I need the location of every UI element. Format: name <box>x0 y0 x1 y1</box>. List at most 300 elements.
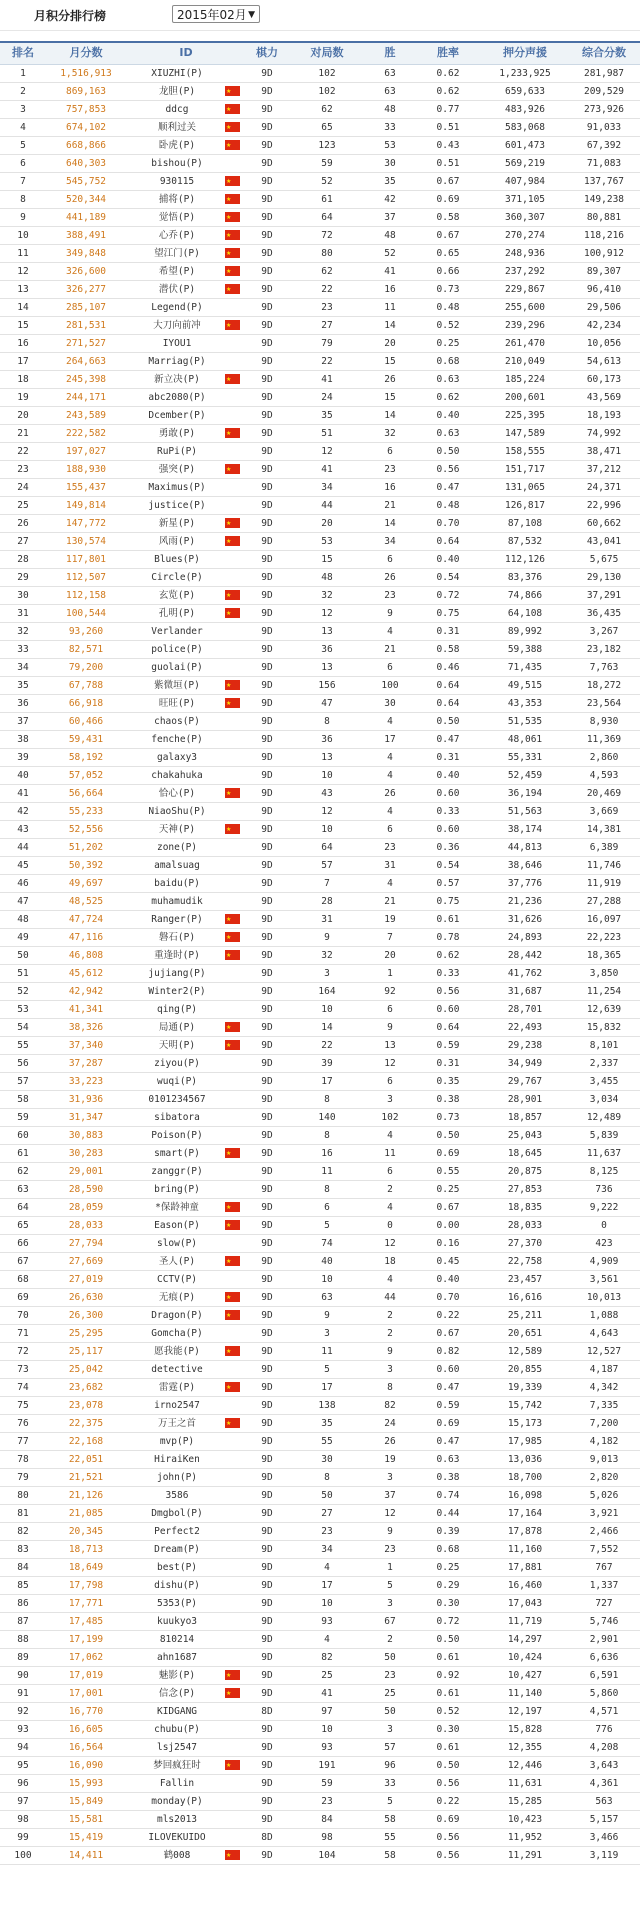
wins-cell <box>366 785 414 802</box>
level-cell <box>246 839 288 856</box>
games-cell-text: 65 <box>321 122 333 133</box>
level-cell <box>246 353 288 370</box>
player-id-cell[interactable] <box>126 173 246 190</box>
support-cell-text: 25,043 <box>507 1130 543 1141</box>
win-rate-cell <box>414 371 482 388</box>
level-cell <box>246 1325 288 1342</box>
player-id-cell[interactable] <box>126 155 246 172</box>
support-cell-text: 43,353 <box>507 698 543 709</box>
player-id-cell[interactable] <box>126 1505 246 1522</box>
rank-cell <box>0 1523 46 1540</box>
player-id-cell[interactable] <box>126 1829 246 1846</box>
rank-cell-text: 49 <box>17 932 29 943</box>
rank-cell <box>0 893 46 910</box>
player-id-cell[interactable] <box>126 587 246 604</box>
col-rank[interactable]: 排名 <box>12 46 34 59</box>
wins-cell <box>366 1469 414 1486</box>
win-rate-cell <box>414 1307 482 1324</box>
china-flag-icon <box>225 266 240 276</box>
level-cell-text: 9D <box>261 1058 273 1069</box>
wins-cell <box>366 1307 414 1324</box>
player-id-cell[interactable] <box>126 1379 246 1396</box>
col-level[interactable]: 棋力 <box>256 46 278 59</box>
support-cell-text: 248,936 <box>504 248 546 259</box>
col-games[interactable]: 对局数 <box>310 46 344 59</box>
player-id-cell[interactable] <box>126 227 246 244</box>
level-cell-text: 9D <box>261 644 273 655</box>
table-row <box>0 1019 640 1037</box>
player-id-cell[interactable] <box>126 641 246 658</box>
points-cell <box>46 947 126 964</box>
player-id-cell[interactable] <box>126 1307 246 1324</box>
total-cell-text: 24,371 <box>586 482 622 493</box>
rank-cell-text: 42 <box>17 806 29 817</box>
china-flag-icon <box>225 374 240 384</box>
player-id-cell[interactable] <box>126 767 246 784</box>
points-cell-text: 100,544 <box>65 608 107 619</box>
win-rate-cell <box>414 965 482 982</box>
total-cell-text: 281,987 <box>583 68 625 79</box>
player-id-cell[interactable] <box>126 983 246 1000</box>
player-id-cell[interactable] <box>126 1109 246 1126</box>
player-id-cell[interactable] <box>126 137 246 154</box>
player-id-cell-text: 圣人(P) <box>158 1256 196 1267</box>
player-id-cell[interactable] <box>126 1415 246 1432</box>
points-cell <box>46 1217 126 1234</box>
player-id-cell[interactable] <box>126 533 246 550</box>
points-cell <box>46 803 126 820</box>
player-id-cell[interactable] <box>126 1001 246 1018</box>
games-cell-text: 8 <box>324 1472 330 1483</box>
total-cell <box>568 731 640 748</box>
player-id-cell-text: chaos(P) <box>154 716 200 727</box>
rank-cell-text: 36 <box>17 698 29 709</box>
player-id-cell[interactable] <box>126 1217 246 1234</box>
wins-cell-text: 23 <box>384 590 396 601</box>
player-id-cell[interactable] <box>126 1487 246 1504</box>
support-cell-text: 112,126 <box>504 554 546 565</box>
level-cell-text: 9D <box>261 86 273 97</box>
player-id-cell[interactable] <box>126 1343 246 1360</box>
games-cell <box>288 371 366 388</box>
player-id-cell-text: Verlander <box>151 626 203 637</box>
player-id-cell[interactable] <box>126 731 246 748</box>
player-id-cell[interactable] <box>126 929 246 946</box>
support-cell <box>482 533 568 550</box>
points-cell-text: 29,001 <box>68 1166 104 1177</box>
player-id-cell[interactable] <box>126 119 246 136</box>
player-id-cell[interactable] <box>126 623 246 640</box>
games-cell <box>288 425 366 442</box>
points-cell-text: 326,277 <box>65 284 107 295</box>
total-cell <box>568 641 640 658</box>
rank-cell-text: 84 <box>17 1562 29 1573</box>
points-cell <box>46 83 126 100</box>
table-row <box>0 533 640 551</box>
support-cell <box>482 299 568 316</box>
wins-cell <box>366 1685 414 1702</box>
player-id-cell[interactable] <box>126 1145 246 1162</box>
col-total[interactable]: 综合分数 <box>582 46 626 59</box>
player-id-cell-text: police(P) <box>151 644 203 655</box>
player-id-cell[interactable] <box>126 893 246 910</box>
player-id-cell[interactable] <box>126 875 246 892</box>
total-cell-text: 16,097 <box>586 914 622 925</box>
level-cell-text: 9D <box>261 1814 273 1825</box>
col-monthly-points[interactable]: 月分数 <box>69 46 103 59</box>
player-id-cell[interactable] <box>126 1721 246 1738</box>
player-id-cell[interactable] <box>126 569 246 586</box>
rank-cell <box>0 1217 46 1234</box>
points-cell <box>46 1595 126 1612</box>
total-cell-text: 22,223 <box>586 932 622 943</box>
player-id-cell[interactable] <box>126 1055 246 1072</box>
player-id-cell[interactable] <box>126 1469 246 1486</box>
support-cell <box>482 551 568 568</box>
player-id-cell[interactable] <box>126 101 246 118</box>
wins-cell <box>366 1775 414 1792</box>
level-cell <box>246 245 288 262</box>
player-id-cell[interactable] <box>126 911 246 928</box>
points-cell <box>46 263 126 280</box>
total-cell <box>568 605 640 622</box>
win-rate-cell <box>414 749 482 766</box>
total-cell <box>568 875 640 892</box>
total-cell <box>568 659 640 676</box>
points-cell-text: 25,295 <box>68 1328 104 1339</box>
player-id-cell[interactable] <box>126 335 246 352</box>
player-id-cell[interactable] <box>126 695 246 712</box>
support-cell-text: 147,589 <box>504 428 546 439</box>
player-id-cell[interactable] <box>126 1667 246 1684</box>
player-id-cell[interactable] <box>126 1127 246 1144</box>
points-cell-text: 51,202 <box>68 842 104 853</box>
player-id-cell[interactable] <box>126 1271 246 1288</box>
rank-cell-text: 10 <box>17 230 29 241</box>
games-cell-text: 10 <box>321 1004 333 1015</box>
player-id-cell[interactable] <box>126 245 246 262</box>
level-cell-text: 9D <box>261 968 273 979</box>
points-cell <box>46 227 126 244</box>
rank-cell-text: 72 <box>17 1346 29 1357</box>
player-id-cell-text: 孔明(P) <box>158 608 196 619</box>
points-cell <box>46 1649 126 1666</box>
rank-cell-text: 43 <box>17 824 29 835</box>
player-id-cell[interactable] <box>126 1685 246 1702</box>
player-id-cell[interactable] <box>126 749 246 766</box>
level-cell <box>246 641 288 658</box>
rank-cell-text: 76 <box>17 1418 29 1429</box>
player-id-cell[interactable] <box>126 1253 246 1270</box>
level-cell-text: 9D <box>261 1022 273 1033</box>
win-rate-cell-text: 0.61 <box>436 914 460 925</box>
support-cell-text: 239,296 <box>504 320 546 331</box>
player-id-cell[interactable] <box>126 821 246 838</box>
player-id-cell[interactable] <box>126 1091 246 1108</box>
player-id-cell[interactable] <box>126 1613 246 1630</box>
player-id-cell[interactable] <box>126 497 246 514</box>
wins-cell <box>366 1397 414 1414</box>
table-row <box>0 317 640 335</box>
games-cell-text: 8 <box>324 1094 330 1105</box>
points-cell-text: 93,260 <box>68 626 104 637</box>
win-rate-cell <box>414 1145 482 1162</box>
level-cell-text: 9D <box>261 1076 273 1087</box>
level-cell-text: 9D <box>261 896 273 907</box>
player-id-cell[interactable] <box>126 263 246 280</box>
games-cell <box>288 353 366 370</box>
player-id-cell[interactable] <box>126 515 246 532</box>
points-cell-text: 50,392 <box>68 860 104 871</box>
col-win-rate[interactable]: 胜率 <box>437 46 459 59</box>
wins-cell-text: 25 <box>384 1688 396 1699</box>
col-id[interactable]: ID <box>179 46 193 59</box>
level-cell <box>246 1811 288 1828</box>
total-cell-text: 273,926 <box>583 104 625 115</box>
table-row <box>0 155 640 173</box>
win-rate-cell <box>414 389 482 406</box>
games-cell <box>288 1379 366 1396</box>
wins-cell <box>366 695 414 712</box>
support-cell-text: 17,881 <box>507 1562 543 1573</box>
player-id-cell[interactable] <box>126 1181 246 1198</box>
player-id-cell[interactable] <box>126 1289 246 1306</box>
win-rate-cell <box>414 1523 482 1540</box>
win-rate-cell-text: 0.62 <box>436 68 460 79</box>
games-cell-text: 84 <box>321 1814 333 1825</box>
rank-cell-text: 17 <box>17 356 29 367</box>
games-cell <box>288 569 366 586</box>
support-cell <box>482 119 568 136</box>
player-id-cell[interactable] <box>126 461 246 478</box>
player-id-cell[interactable] <box>126 1325 246 1342</box>
total-cell <box>568 245 640 262</box>
player-id-cell[interactable] <box>126 1757 246 1774</box>
points-cell <box>46 695 126 712</box>
player-id-cell[interactable] <box>126 407 246 424</box>
games-cell-text: 55 <box>321 1436 333 1447</box>
wins-cell-text: 92 <box>384 986 396 997</box>
level-cell-text: 9D <box>261 1742 273 1753</box>
player-id-cell[interactable] <box>126 1577 246 1594</box>
player-id-cell[interactable] <box>126 443 246 460</box>
player-id-cell[interactable] <box>126 1235 246 1252</box>
player-id-cell[interactable] <box>126 209 246 226</box>
player-id-cell[interactable] <box>126 1559 246 1576</box>
player-id-cell[interactable] <box>126 713 246 730</box>
player-id-cell[interactable] <box>126 1649 246 1666</box>
player-id-cell[interactable] <box>126 1361 246 1378</box>
wins-cell <box>366 1037 414 1054</box>
total-cell-text: 18,193 <box>586 410 622 421</box>
player-id-cell[interactable] <box>126 1631 246 1648</box>
win-rate-cell-text: 0.56 <box>436 1832 460 1843</box>
win-rate-cell-text: 0.31 <box>436 626 460 637</box>
player-id-cell[interactable] <box>126 191 246 208</box>
player-id-cell[interactable] <box>126 1163 246 1180</box>
col-wins[interactable]: 胜 <box>384 46 396 59</box>
win-rate-cell <box>414 1577 482 1594</box>
player-id-cell[interactable] <box>126 1451 246 1468</box>
player-id-cell[interactable] <box>126 1775 246 1792</box>
points-cell-text: 243,589 <box>65 410 107 421</box>
total-cell <box>568 857 640 874</box>
player-id-cell[interactable] <box>126 857 246 874</box>
player-id-cell[interactable] <box>126 65 246 82</box>
china-flag-icon <box>225 1688 240 1698</box>
games-cell-text: 64 <box>321 842 333 853</box>
games-cell <box>288 1559 366 1576</box>
level-cell <box>246 1775 288 1792</box>
player-id-cell[interactable] <box>126 1847 246 1864</box>
wins-cell <box>366 1343 414 1360</box>
rank-cell <box>0 1703 46 1720</box>
rank-cell <box>0 1469 46 1486</box>
support-cell-text: 11,291 <box>507 1850 543 1861</box>
player-id-cell[interactable] <box>126 1793 246 1810</box>
total-cell-text: 18,272 <box>586 680 622 691</box>
rank-cell-text: 92 <box>17 1706 29 1717</box>
wins-cell-text: 55 <box>384 1832 396 1843</box>
rank-cell-text: 89 <box>17 1652 29 1663</box>
support-cell-text: 12,589 <box>507 1346 543 1357</box>
player-id-cell[interactable] <box>126 479 246 496</box>
table-row <box>0 1361 640 1379</box>
player-id-cell[interactable] <box>126 1019 246 1036</box>
wins-cell <box>366 947 414 964</box>
wins-cell-text: 19 <box>384 914 396 925</box>
player-id-cell[interactable] <box>126 1523 246 1540</box>
support-cell-text: 601,473 <box>504 140 546 151</box>
player-id-cell[interactable] <box>126 659 246 676</box>
player-id-cell-text: 3586 <box>165 1490 189 1501</box>
rank-cell-text: 18 <box>17 374 29 385</box>
level-cell <box>246 587 288 604</box>
player-id-cell[interactable] <box>126 839 246 856</box>
total-cell-text: 4,208 <box>589 1742 619 1753</box>
total-cell <box>568 65 640 82</box>
support-cell-text: 21,236 <box>507 896 543 907</box>
china-flag-icon <box>225 248 240 258</box>
player-id-cell[interactable] <box>126 1073 246 1090</box>
player-id-cell[interactable] <box>126 299 246 316</box>
player-id-cell[interactable] <box>126 1595 246 1612</box>
player-id-cell[interactable] <box>126 317 246 334</box>
table-row <box>0 1685 640 1703</box>
player-id-cell[interactable] <box>126 281 246 298</box>
player-id-cell[interactable] <box>126 371 246 388</box>
player-id-cell-text: CCTV(P) <box>156 1274 198 1285</box>
rank-cell-text: 75 <box>17 1400 29 1411</box>
table-row <box>0 281 640 299</box>
player-id-cell[interactable] <box>126 785 246 802</box>
level-cell <box>246 1667 288 1684</box>
total-cell-text: 38,471 <box>586 446 622 457</box>
player-id-cell[interactable] <box>126 425 246 442</box>
total-cell <box>568 1109 640 1126</box>
player-id-cell-text: 5353(P) <box>156 1598 198 1609</box>
rank-cell-text: 31 <box>17 608 29 619</box>
win-rate-cell <box>414 335 482 352</box>
player-id-cell[interactable] <box>126 83 246 100</box>
player-id-cell[interactable] <box>126 1703 246 1720</box>
points-cell <box>46 1793 126 1810</box>
player-id-cell[interactable] <box>126 1037 246 1054</box>
rank-cell <box>0 785 46 802</box>
wins-cell-text: 11 <box>384 302 396 313</box>
points-cell <box>46 1721 126 1738</box>
support-cell <box>482 371 568 388</box>
win-rate-cell <box>414 587 482 604</box>
player-id-cell[interactable] <box>126 965 246 982</box>
win-rate-cell <box>414 1073 482 1090</box>
player-id-cell-text: justice(P) <box>148 500 206 511</box>
games-cell-text: 8 <box>324 1130 330 1141</box>
level-cell-text: 9D <box>261 320 273 331</box>
china-flag-icon <box>225 1148 240 1158</box>
player-id-cell[interactable] <box>126 1433 246 1450</box>
player-id-cell[interactable] <box>126 551 246 568</box>
wins-cell <box>366 1649 414 1666</box>
player-id-cell[interactable] <box>126 353 246 370</box>
points-cell-text: 22,051 <box>68 1454 104 1465</box>
china-flag-icon <box>225 320 240 330</box>
wins-cell-text: 23 <box>384 1670 396 1681</box>
points-cell-text: 18,649 <box>68 1562 104 1573</box>
total-cell <box>568 1037 640 1054</box>
points-cell <box>46 389 126 406</box>
col-support[interactable]: 押分声援 <box>503 46 547 59</box>
wins-cell-text: 7 <box>387 932 393 943</box>
win-rate-cell-text: 0.22 <box>436 1796 460 1807</box>
player-id-cell[interactable] <box>126 389 246 406</box>
player-id-cell-text: dishu(P) <box>154 1580 200 1591</box>
total-cell-text: 71,083 <box>586 158 622 169</box>
player-id-cell[interactable] <box>126 1811 246 1828</box>
support-cell-text: 17,164 <box>507 1508 543 1519</box>
player-id-cell-text: 风雨(P) <box>158 536 196 547</box>
wins-cell <box>366 389 414 406</box>
player-id-cell[interactable] <box>126 1541 246 1558</box>
level-cell <box>246 1379 288 1396</box>
player-id-cell[interactable] <box>126 803 246 820</box>
total-cell-text: 60,173 <box>586 374 622 385</box>
player-id-cell[interactable] <box>126 1397 246 1414</box>
rank-cell-text: 13 <box>17 284 29 295</box>
player-id-cell[interactable] <box>126 1199 246 1216</box>
player-id-cell[interactable] <box>126 1739 246 1756</box>
support-cell <box>482 1685 568 1702</box>
win-rate-cell-text: 0.00 <box>436 1220 460 1231</box>
support-cell <box>482 1451 568 1468</box>
support-cell <box>482 1343 568 1360</box>
support-cell <box>482 317 568 334</box>
wins-cell-text: 21 <box>384 896 396 907</box>
player-id-cell[interactable] <box>126 605 246 622</box>
points-cell-text: 30,283 <box>68 1148 104 1159</box>
total-cell-text: 423 <box>595 1238 613 1249</box>
total-cell <box>568 1307 640 1324</box>
level-cell-text: 9D <box>261 1238 273 1249</box>
player-id-cell[interactable] <box>126 677 246 694</box>
player-id-cell[interactable] <box>126 947 246 964</box>
wins-cell-text: 23 <box>384 842 396 853</box>
month-select[interactable] <box>172 5 260 23</box>
points-cell-text: 668,866 <box>65 140 107 151</box>
games-cell <box>288 191 366 208</box>
wins-cell-text: 23 <box>384 1544 396 1555</box>
level-cell-text: 9D <box>261 1130 273 1141</box>
